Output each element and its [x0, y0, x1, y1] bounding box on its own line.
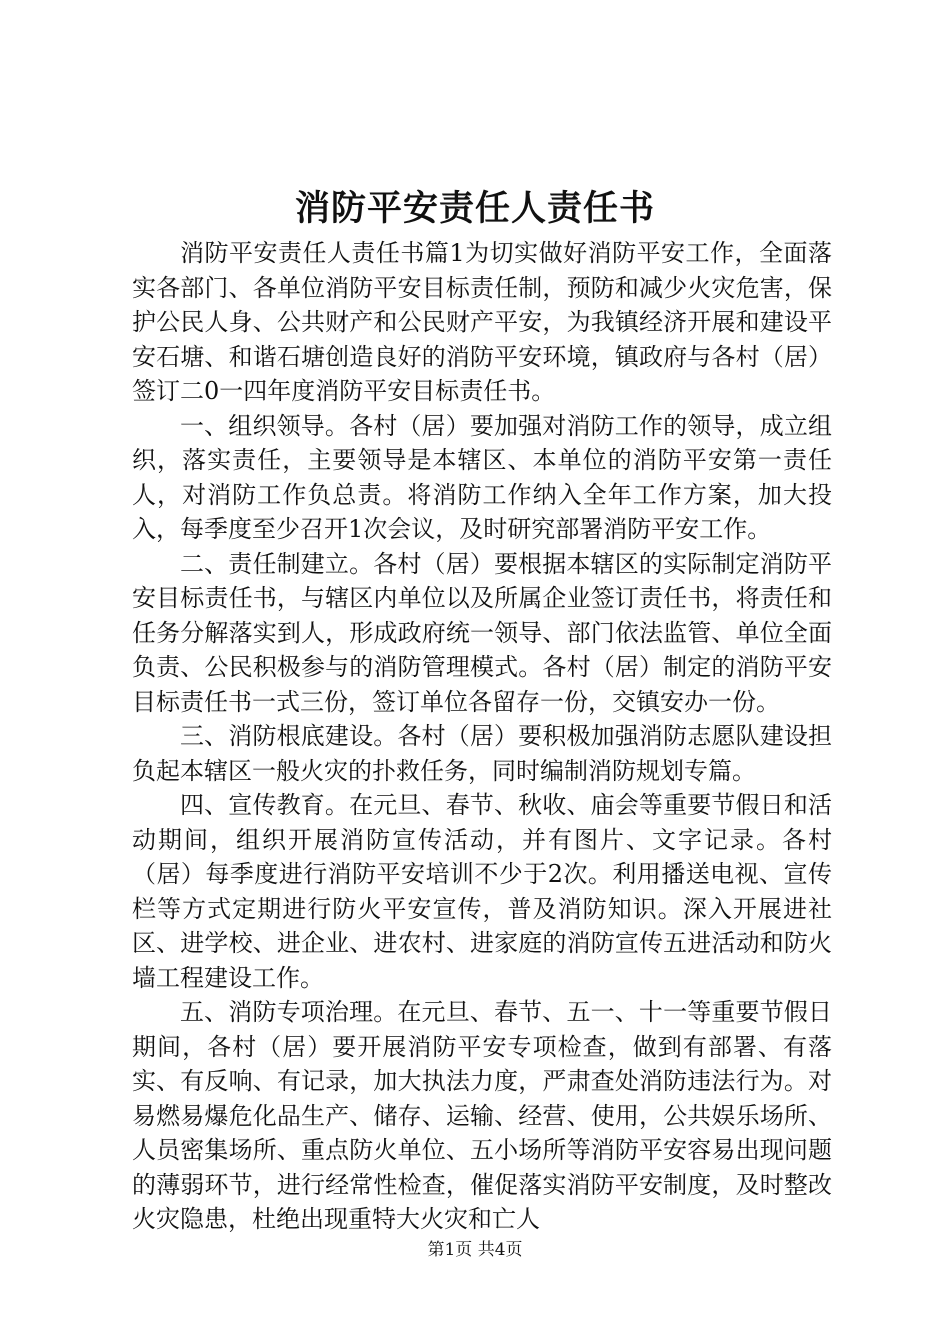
paragraph-special-governance: 五、消防专项治理。在元旦、春节、五一、十一等重要节假日期间，各村（居）要开展消防平安专项检查，做到有部署、有落实、有反响、有记录，加大执法力度，严肃查处消防违法行为。对易燃易爆危化品生产、储存、运输、经营、使用，公共娱乐场所、人员密集场所、重点防火单位、五小场所等消防平安容易出现问题的薄弱环节，进行经常性检查，催促落实消防平安制度，及时整改火灾隐患，杜绝出现重特大火灾和亡人	[132, 998, 832, 1233]
document-body	[132, 236, 832, 1237]
paragraph-education: 四、宣传教育。在元旦、春节、秋收、庙会等重要节假日和活动期间，组织开展消防宣传活动，并有图片、文字记录。各村（居）每季度进行消防平安培训不少于2次。利用播送电视、宣传栏等方式定期进行防火平安宣传，普及消防知识。深入开展进社区、进学校、进企业、进农村、进家庭的消防宣传五进活动和防火墙工程建设工作。	[132, 791, 832, 992]
paragraph-intro: 消防平安责任人责任书篇1为切实做好消防平安工作，全面落实各部门、各单位消防平安目标责任制，预防和减少火灾危害，保护公民人身、公共财产和公民财产平安，为我镇经济开展和建设平安石塘、和谐石塘创造良好的消防平安环境，镇政府与各村（居）签订二0一四年度消防平安目标责任书。	[132, 239, 832, 405]
paragraph-responsibility: 二、责任制建立。各村（居）要根据本辖区的实际制定消防平安目标责任书，与辖区内单位以及所属企业签订责任书，将责任和任务分解落实到人，形成政府统一领导、部门依法监管、单位全面负责、公民积极参与的消防管理模式。各村（居）制定的消防平安目标责任书一式三份，签订单位各留存一份，交镇安办一份。	[132, 549, 832, 716]
document-title: 消防平安责任人责任书	[294, 188, 655, 229]
page-number: 第1页 共4页	[427, 1240, 523, 1260]
paragraph-infrastructure: 三、消防根底建设。各村（居）要积极加强消防志愿队建设担负起本辖区一般火灾的扑救任务，同时编制消防规划专篇。	[132, 722, 832, 785]
paragraph-organization: 一、组织领导。各村（居）要加强对消防工作的领导，成立组织，落实责任，主要领导是本辖区、本单位的消防平安第一责任人，对消防工作负总责。将消防工作纳入全年工作方案，加大投入，每季度至少召开1次会议，及时研究部署消防平安工作。	[132, 411, 832, 543]
